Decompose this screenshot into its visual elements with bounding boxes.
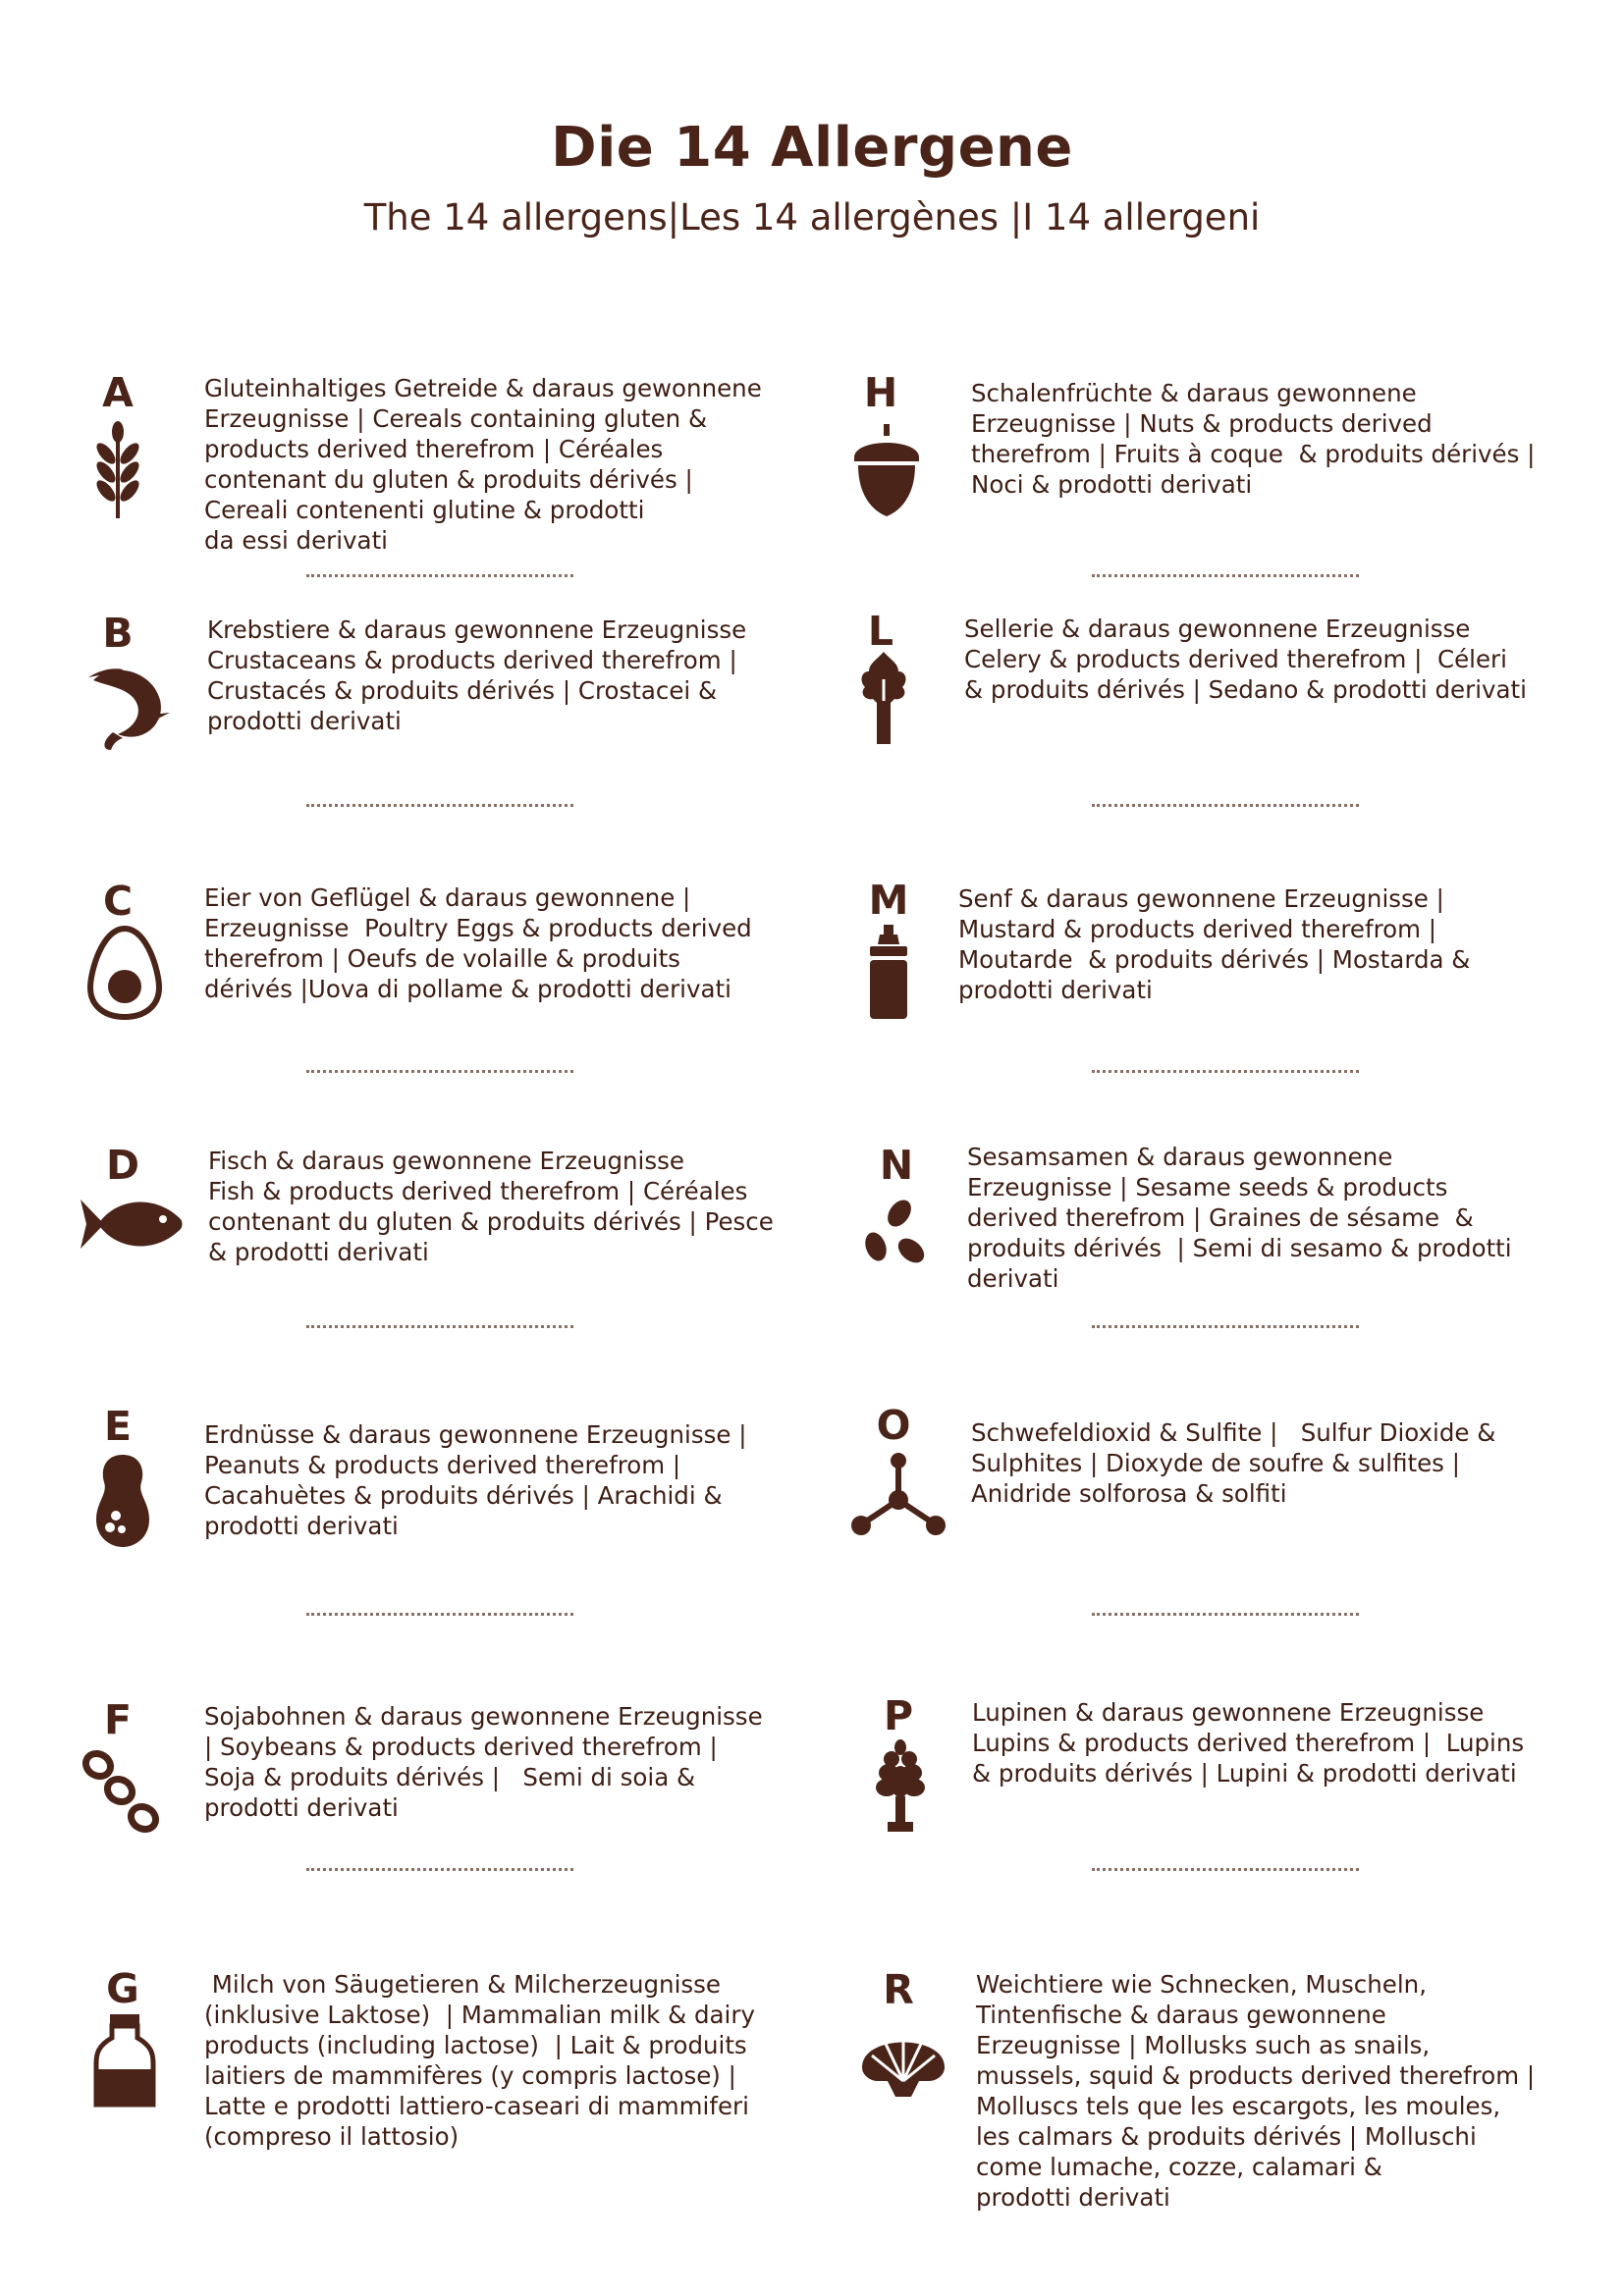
mustard-bottle-icon [844,925,933,1023]
fish-icon [77,1190,185,1258]
allergen-letter: C [102,878,134,925]
peanut-icon [79,1451,167,1549]
sesame-icon [852,1196,941,1294]
lupin-icon [856,1737,945,1836]
divider [1092,574,1359,577]
page-title: Die 14 Allergene [551,116,1073,180]
allergen-letter: F [103,1696,132,1743]
shrimp-icon [83,656,172,754]
divider [306,1613,573,1616]
allergen-letter: O [876,1402,911,1449]
molecule-icon [849,1451,947,1539]
allergen-description: Sojabohnen & daraus gewonnene Erzeugnisse | Soybeans & products derived therefrom | Soja & produits dérivés | Semi di soia & prodotti derivati [204,1702,763,1822]
allergen-letter: N [879,1142,914,1189]
divider [306,1868,573,1871]
divider [1092,1868,1359,1871]
allergen-letter: H [863,369,898,416]
allergen-description: Schalenfrüchte & daraus gewonnene Erzeugnisse | Nuts & products derived therefrom | Fruits à coque & produits dérivés | Noci & prodotti derivati [971,379,1536,499]
divider [306,574,573,577]
allergen-description: Erdnüsse & daraus gewonnene Erzeugnisse | Peanuts & products derived therefrom | Cacahuètes & produits dérivés | Arachidi & prodotti derivati [204,1420,747,1540]
milk-bottle-icon [81,2012,169,2110]
divider [1092,804,1359,807]
allergen-letter: D [105,1142,140,1189]
celery-icon [839,650,928,748]
allergen-description: Milch von Säugetieren & Milcherzeugnisse (inklusive Laktose) | Mammalian milk & dairy products (including lactose) | Lait & produits laitiers de mammifères (y compris lactose) | Latte e prodotti lattiero-caseari di mammiferi (compreso il lattosio) [204,1970,755,2151]
allergen-letter: A [102,369,134,416]
shell-icon [854,2012,952,2101]
allergen-letter: E [103,1403,132,1450]
acorn-icon [842,422,931,520]
allergen-description: Weichtiere wie Schnecken, Muscheln, Tintenfische & daraus gewonnene Erzeugnisse | Mollusks such as snails, mussels, squid & products derived therefrom | Molluscs tels que les escargots, les moules, les calmars & produits dérivés | Molluschi come lumache, cozze, calamari & prodotti derivati [976,1970,1536,2212]
allergen-description: Sesamsamen & daraus gewonnene Erzeugnisse | Sesame seeds & products derived therefrom | Graines de sésame & produits dérivés | Semi di sesamo & prodotti derivati [967,1143,1512,1293]
allergen-letter: M [868,877,909,924]
divider [1092,1613,1359,1616]
page-subtitle: The 14 allergens|Les 14 allergènes |I 14 allergeni [363,196,1261,239]
divider [1092,1070,1359,1073]
wheat-icon [74,420,162,518]
allergen-description: Lupinen & daraus gewonnene Erzeugnisse Lupins & products derived therefrom | Lupins & produits dérivés | Lupini & prodotti derivati [972,1698,1525,1788]
allergen-letter: P [883,1692,914,1739]
divider [1092,1325,1359,1328]
divider [306,1325,573,1328]
allergen-letter: B [102,610,134,657]
allergen-description: Krebstiere & daraus gewonnene Erzeugnisse Crustaceans & products derived therefrom | Crustacés & produits dérivés | Crostacei & prodotti derivati [207,615,747,735]
divider [306,1070,573,1073]
allergen-letter: G [106,1965,139,2012]
allergen-description: Schwefeldioxid & Sulfite | Sulfur Dioxide & Sulphites | Dioxyde de soufre & sulfites | Anidride solforosa & solfiti [971,1418,1496,1508]
allergen-description: Gluteinhaltiges Getreide & daraus gewonnene Erzeugnisse | Cereals containing gluten & products derived therefrom | Céréales contenant du gluten & produits dérivés | Cereali contenenti glutine & prodotti da essi derivati [204,374,762,555]
soybean-icon [79,1745,167,1843]
egg-icon [81,923,169,1021]
allergen-description: Fisch & daraus gewonnene Erzeugnisse Fish & products derived therefrom | Céréales contenant du gluten & produits dérivés | Pesce & prodotti derivati [208,1147,774,1266]
allergen-description: Senf & daraus gewonnene Erzeugnisse | Mustard & products derived therefrom | Moutarde & produits dérivés | Mostarda & prodotti derivati [958,884,1471,1004]
allergen-description: Eier von Geflügel & daraus gewonnene | Erzeugnisse Poultry Eggs & products derived therefrom | Oeufs de volaille & produits dérivés |Uova di pollame & prodotti derivati [204,883,752,1003]
allergen-letter: R [883,1966,914,2013]
allergen-letter: L [867,608,894,655]
allergen-description: Sellerie & daraus gewonnene Erzeugnisse Celery & products derived therefrom | Céleri & produits dérivés | Sedano & prodotti derivati [964,614,1527,704]
divider [306,804,573,807]
